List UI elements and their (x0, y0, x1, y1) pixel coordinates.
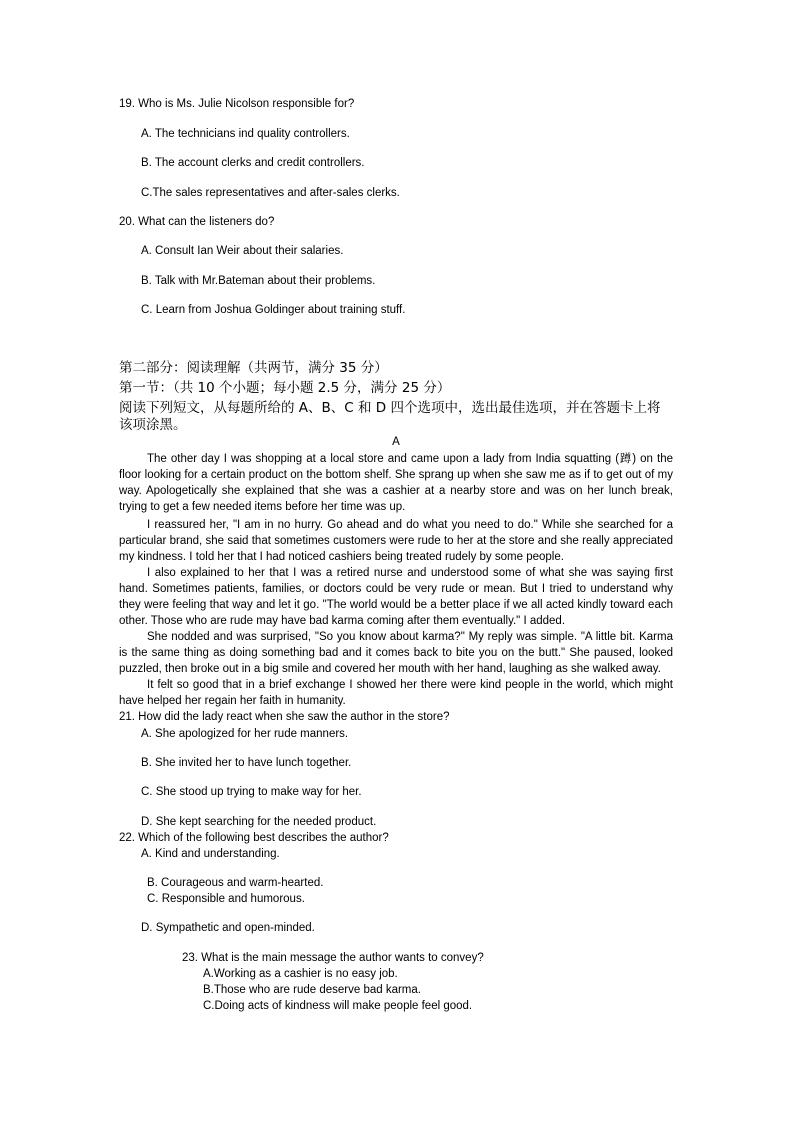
question-23-option-b: B.Those who are rude deserve bad karma. (203, 984, 421, 996)
question-22-option-a: A. Kind and understanding. (141, 848, 280, 860)
question-23-stem: 23. What is the main message the author wants to convey? (182, 952, 484, 964)
question-19-option-a: A. The technicians ind quality controllers. (141, 128, 350, 140)
passage-label: A (392, 436, 400, 448)
question-21-stem: 21. How did the lady react when she saw the author in the store? (119, 711, 450, 723)
question-20-option-c: C. Learn from Joshua Goldinger about training stuff. (141, 304, 406, 316)
question-21-option-b: B. She invited her to have lunch together. (141, 757, 352, 769)
passage-paragraph-4: She nodded and was surprised, "So you know about karma?" My reply was simple. "A little bit. Karma is the same thing as doing something bad and it comes back to bite you on the butt." She paused, looked puzzled, then broke out in a big smile and covered her mouth with her hand, laughing as she walked away. (119, 631, 673, 675)
section-one-title: 第一节：（共 10 个小题；每小题 2.5 分，满分 25 分） (119, 380, 451, 396)
question-21-option-c: C. She stood up trying to make way for her. (141, 786, 362, 798)
part-two-title: 第二部分：阅读理解（共两节，满分 35 分） (119, 360, 388, 376)
question-23-option-c: C.Doing acts of kindness will make people feel good. (203, 1000, 473, 1012)
question-22-option-d: D. Sympathetic and open-minded. (141, 922, 315, 934)
question-21-option-d: D. She kept searching for the needed product. (141, 816, 377, 828)
question-21-option-a: A. She apologized for her rude manners. (141, 728, 349, 740)
passage-paragraph-3: I also explained to her that I was a retired nurse and understood some of what she was saying first hand. Sometimes patients, families, or doctors could be very rude or mean. But I tried to understand why they were feeling that way and let it go. "The world would be a better place if we all acted kindly toward each other. Those who are rude may have bad karma coming after them eventually." I added. (119, 567, 673, 627)
question-20-option-b: B. Talk with Mr.Bateman about their problems. (141, 275, 376, 287)
question-22-option-c: C. Responsible and humorous. (147, 893, 305, 905)
passage-paragraph-1: The other day I was shopping at a local store and came upon a lady from India squatting (蹲) on the floor looking for a certain product on the bottom shelf. She sprang up when she saw me as if to get out of my way. Apologetically she explained that she was a cashier at a nearby store and was on her lunch break, trying to get a few needed items before her time was up. (119, 453, 673, 513)
question-19-option-c: C.The sales representatives and after-sales clerks. (141, 187, 400, 199)
question-22-option-b: B. Courageous and warm-hearted. (147, 877, 324, 889)
question-22-stem: 22. Which of the following best describes the author? (119, 832, 389, 844)
question-20-stem: 20. What can the listeners do? (119, 216, 275, 228)
passage-paragraph-5: It felt so good that in a brief exchange I showed her there were kind people in the world, which might have helped her regain her faith in humanity. (119, 679, 673, 707)
question-20-option-a: A. Consult Ian Weir about their salaries. (141, 245, 344, 257)
question-19-option-b: B. The account clerks and credit controllers. (141, 157, 365, 169)
question-19-stem: 19. Who is Ms. Julie Nicolson responsible for? (119, 98, 355, 110)
question-23-option-a: A.Working as a cashier is no easy job. (203, 968, 398, 980)
instruction-line-2: 该项涂黑。 (119, 417, 187, 433)
passage-paragraph-2: I reassured her, "I am in no hurry. Go ahead and do what you need to do." While she searched for a particular brand, she said that sometimes customers were rude to her at the store and she really appreciated my kindness. I told her that I had noticed cashiers being treated rudely by some people. (119, 519, 673, 563)
instruction-line-1: 阅读下列短文，从每题所给的 A、B、C 和 D 四个选项中，选出最佳选项，并在答题卡上将 (119, 400, 661, 416)
